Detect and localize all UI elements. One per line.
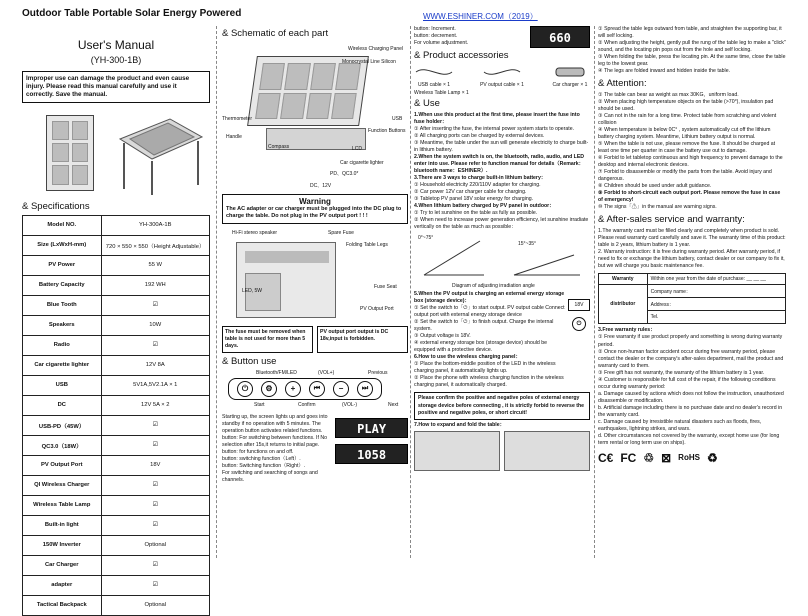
spec-value: 55 W — [101, 255, 209, 275]
spec-label: 150W Inverter — [23, 535, 102, 555]
pv-item: ② Place the phone with wireless charging function in the wireless charging panel, it automatically charged. — [414, 375, 564, 389]
use-item: ③ Tabletop PV panel 18V solar energy for charging. — [414, 196, 534, 203]
spec-value: YH-300A-1B — [101, 215, 209, 235]
label-bluetooth: Bluetooth/FM/LED — [256, 369, 297, 376]
volume-up-button[interactable]: + — [285, 381, 301, 397]
accessory-item: USB cable × 1 — [414, 64, 454, 88]
warranty-label: Warranty — [599, 274, 648, 285]
spec-row — [23, 435, 210, 455]
manual-title: User's Manual — [77, 38, 155, 52]
previous-button[interactable]: ⏮ — [309, 381, 325, 397]
pv-item: ④ external energy storage box (storage device) should be equipped with a protective device. — [414, 340, 547, 354]
schematic-heading: & Schematic of each part — [222, 28, 329, 39]
attention-item: ⑦ Forbid to disassemble or modify the parts from the table. Avoid injury and dangerous. — [598, 169, 772, 183]
column-attention — [598, 26, 786, 561]
volume-down-button[interactable]: − — [333, 381, 349, 397]
spec-label: Radio — [23, 335, 102, 355]
use-item: 2.When the system switch is on, the bluetooth, radio, audio, and LED enter into use. Please refer to function manual for details（Remark：bluetooth name：ESHINER）. — [414, 154, 585, 175]
document-title: Outdoor Table Portable Solar Energy Powered — [22, 8, 242, 19]
warning-box — [222, 194, 408, 224]
label-compass: Compass — [268, 144, 290, 150]
fold-steps — [598, 26, 786, 75]
function-button[interactable]: ⚙ — [261, 381, 277, 397]
volume-notes-row — [414, 26, 590, 48]
website-link[interactable]: WWW.ESHINER.COM（2019） — [423, 12, 538, 21]
instruction-item: Starting up, the screen lights up and goes into standby if no operation with 5 minutes. The operation button activates related functions. — [222, 413, 328, 434]
spec-row — [23, 235, 210, 255]
attention-item: ⑩ The signs「⚠」in the manual are warning signs. — [598, 204, 717, 211]
use-item: ① Try to let sunshine on the table as fully as possible. — [414, 210, 538, 217]
instruction-item: For switching and searching of songs and channels. — [222, 470, 318, 484]
warranty-rule: b. Artificial damage including there is no purchase date and no dealer's record in the warranty card. — [598, 404, 783, 418]
spec-value: Optional — [101, 535, 209, 555]
attention-item: ⑥ Forbid to let tabletop continuous and high frequency to prevent damage to the desktop and internal electronic devices. — [598, 155, 783, 169]
attention-item: ① The table can bear as weight as max 30KG，uniform load. — [598, 92, 739, 99]
use-item: ③ Meantime, the table under the sun will generate electricity to charge built-in lithium battery. — [414, 140, 589, 154]
pv-item: 6.How to use the wireless charging panel： — [414, 354, 521, 361]
spec-label: QI Wireless Charger — [23, 475, 102, 495]
spec-row — [23, 375, 210, 395]
use-list — [414, 112, 590, 231]
rohs-mark-icon: RoHS — [678, 453, 700, 463]
divider — [216, 26, 217, 558]
warranty-rule: a. Damage caused by actions which does not follow the instruction, unauthorized disassemble or modification. — [598, 390, 784, 404]
accessories-heading: & Product accessories — [414, 50, 509, 61]
label-thermometer: Thermometer — [222, 116, 253, 122]
attention-item: ③ Can not in the rain for a long time. Protect table from scratching and violent collision — [598, 113, 777, 127]
label-pd: PD、QC3.0* — [330, 171, 359, 177]
label-lcd: LCD — [352, 146, 363, 152]
use-heading: & Use — [414, 98, 440, 109]
notes-row — [222, 326, 408, 353]
polarity-warning: Please confirm the positive and negative poles of external energy storage device before connecting , it is strictly forbid to reverse the positive and negative poles, or short circuit! — [414, 392, 590, 419]
spec-value: ☑ — [101, 495, 209, 515]
spec-row — [23, 415, 210, 435]
free-warranty-list — [598, 334, 786, 446]
note-increment: button: Increment. — [414, 26, 456, 32]
spec-value: ☑ — [101, 335, 209, 355]
spec-row — [23, 455, 210, 475]
fold-step: ④ The legs are folded inward and hidden inside the table. — [598, 68, 731, 75]
label-speaker: Hi-Fi stereo speaker — [232, 229, 278, 236]
lcd-display-volume: 660 — [530, 26, 590, 48]
warranty-rule: c. Damage caused by irresistible natural disasters such as floods, fires, earthquakes, lightning strikes, and wars. — [598, 418, 762, 432]
spec-value: 10W — [101, 315, 209, 335]
spec-value: 720 × 550 × 550（Height Adjustable） — [101, 235, 209, 255]
label-mono-silicon: Monocrystal Line Silicon — [342, 59, 396, 65]
spec-label: Speakers — [23, 315, 102, 335]
label-confirm: Confirm — [298, 401, 316, 408]
spec-row — [23, 495, 210, 515]
company-name-field: Company name： — [647, 285, 785, 298]
fold-images — [414, 431, 590, 471]
label-start: Start — [254, 401, 265, 408]
spec-value: ☑ — [101, 555, 209, 575]
spec-value: 18V — [101, 455, 209, 475]
column-use — [414, 26, 590, 561]
aftersales-item: 1.The warranty card must be filled clearly and completely when product is sold. Please read warranty card carefully and save it. The warranty time of this product: table is 2 years, lithium battery is 1 year. — [598, 228, 786, 249]
label-next: Next — [388, 401, 399, 408]
angle-illustration — [414, 231, 590, 283]
spec-row — [23, 535, 210, 555]
label-vol-minus: (VOL-) — [342, 401, 357, 408]
spec-value: 192 WH — [101, 275, 209, 295]
accessory-list — [414, 64, 590, 88]
spec-value: ☑ — [101, 575, 209, 595]
spec-label: Size (LxWxH-mm) — [23, 235, 102, 255]
spec-row — [23, 215, 210, 235]
car-charger-icon — [550, 64, 590, 80]
open-table-image — [110, 111, 206, 197]
fold-step-image — [414, 431, 500, 471]
aftersales-heading: & After-sales service and warranty: — [598, 214, 745, 226]
fold-step: ② When adjusting the height, gently pull the rung of the table leg to make a "click" sound, and the locating pin pops out from the hole and self locking. — [598, 40, 786, 54]
use-item: 1.When use this product at the first time, please insert the fuse into fuse holder： — [414, 112, 580, 126]
usb-cable-icon — [414, 64, 454, 80]
accessory-lamp: Wireless Table Lamp × 1 — [414, 90, 469, 96]
warning-text: The AC adapter or car charger must be plugged into the DC plug to charge the table. Do not plug in the PV output port ! ! ! — [226, 206, 402, 220]
aftersales-list — [598, 228, 786, 270]
underside-diagram — [222, 228, 408, 324]
use-item: ② All charging ports can be charged by external devices. — [414, 133, 545, 140]
attention-item: ⑨ Forbid to short-circuit each output port. Please remove the fuse in case of emergency! — [598, 190, 781, 204]
spec-row — [23, 395, 210, 415]
lcd-examples — [335, 414, 408, 484]
angle-diagram — [414, 231, 590, 291]
intro-warning: Improper use can damage the product and even cause injury. Please read this manual carefully and use it correctly. Save the manual. — [22, 71, 210, 103]
warranty-rule: ② Once non-human factor accident occur during free warranty period, please contact the dealer or the company's after-sales department, mail the product and warranty card to them. — [598, 348, 784, 369]
schematic-diagram — [222, 42, 408, 190]
accessory-item: Car charger × 1 — [550, 64, 590, 88]
table-underside-image — [236, 242, 336, 318]
free-warranty-heading: 3.Free warranty rules： — [598, 327, 656, 334]
pv-item: ① Place the bottom-middle position of the LED in the wireless charging panel, it automatically lights up. — [414, 361, 556, 375]
attention-item: ④ When temperature is below 0C° , system automatically cut off the lithium battery charging system. Meantime, Lithium battery output is normal. — [598, 127, 771, 141]
note-decrement: button: decrement. — [414, 33, 458, 40]
spec-row — [23, 275, 210, 295]
label-led: LED, 5W — [242, 287, 263, 294]
spec-label: Blue Tooth — [23, 295, 102, 315]
power-button[interactable]: ⏻ — [237, 381, 253, 397]
spec-row — [23, 315, 210, 335]
fold-heading: 7.How to expand and fold the table： — [414, 421, 505, 428]
lcd-display-play: PLAY — [335, 418, 408, 438]
accessory-item: PV output cable × 1 — [480, 64, 524, 88]
label-previous: Previous — [368, 369, 388, 376]
spec-label: USB — [23, 375, 102, 395]
spec-row — [23, 355, 210, 375]
pv-cable-icon — [482, 64, 522, 80]
divider — [410, 26, 411, 558]
label-dc: DC、12V — [310, 183, 332, 189]
spec-value: Optional — [101, 595, 209, 615]
spec-value: ☑ — [101, 475, 209, 495]
pv-note: PV output port output is DC 18v,input is forbidden. — [317, 326, 408, 353]
divider — [594, 26, 595, 558]
attention-list — [598, 92, 786, 211]
label-fuse-seat: Fuse Seat — [374, 283, 397, 290]
pv-list — [414, 291, 565, 389]
distributor-label: distributor — [599, 285, 648, 324]
spec-value: ☑ — [101, 295, 209, 315]
spec-row — [23, 335, 210, 355]
spec-label: Wireless Table Lamp — [23, 495, 102, 515]
spec-value: 12V 8A — [101, 355, 209, 375]
spec-row — [23, 515, 210, 535]
label-spare-fuse: Spare Fuse — [328, 229, 354, 236]
column-manual — [22, 26, 210, 609]
instruction-list — [222, 414, 331, 484]
warranty-rule: d. Other circumstances not covered by the warranty, except home use (for long term rental or long term use on ships). — [598, 432, 780, 446]
next-button[interactable]: ⏭ — [357, 381, 373, 397]
table-illustration — [22, 107, 210, 199]
volume-notes — [414, 26, 526, 48]
spec-value: ☑ — [101, 515, 209, 535]
warranty-rule: ① Free warranty if use product properly and something is wrong during warranty period. — [598, 334, 783, 348]
label-function-buttons: Function Buttons — [368, 128, 406, 134]
spec-row — [23, 295, 210, 315]
warranty-text: Within one year from the date of purchase: __ __ __ — [647, 274, 785, 285]
instructions-row — [222, 414, 408, 484]
label-wireless-panel: Wireless Charging Panel — [348, 46, 404, 52]
angle-label-a: 0°~75° — [418, 235, 434, 242]
lcd-display-time: 1058 — [335, 444, 408, 464]
label-car-lighter: Car cigarette lighter — [340, 160, 384, 166]
spec-label: Built-in light — [23, 515, 102, 535]
spec-label: Tactical Backpack — [23, 595, 102, 615]
instruction-item: button: Switching function（Right）. — [222, 463, 306, 469]
pv-item: ③ Output voltage is 18V. — [414, 333, 471, 340]
spec-value: 5V1A,5V2.1A × 1 — [101, 375, 209, 395]
fold-step-image — [504, 431, 590, 471]
use-item: ① After inserting the fuse, the internal power system starts to operate. — [414, 126, 575, 133]
attention-item: ② When placing high temperature objects on the table (>70°), insulation pad should be used. — [598, 99, 774, 113]
spec-row — [23, 575, 210, 595]
tel-field: Tel. — [647, 311, 785, 324]
spec-row — [23, 595, 210, 615]
instruction-item: button: switching function（Left）. — [222, 455, 301, 462]
column-schematic — [222, 26, 408, 561]
spec-table — [22, 215, 210, 616]
spec-label: PV Output Port — [23, 455, 102, 475]
recycle-icon: ♲ — [643, 450, 655, 465]
spec-value: 12V 5A × 2 — [101, 395, 209, 415]
button-diagram — [222, 370, 408, 412]
pv-item: ① Set the switch to「⏻」to start output. PV output cable Connect output port with external energy storage device — [414, 305, 565, 319]
pv-switch-icon: ⏻ — [572, 317, 586, 331]
pv-item: 5.When the PV output is charging an external energy storage box (storage device)： — [414, 291, 565, 305]
spec-value: ☑ — [101, 435, 209, 455]
label-pv-output: PV Output Port — [360, 305, 394, 312]
pv-port-diagram — [568, 291, 590, 389]
spec-label: Model NO. — [23, 215, 102, 235]
use-item: ① Household electricity 220/110V adapter for charging. — [414, 182, 541, 189]
warranty-rule: ③ Free gift has not warranty, the warranty of the lithium battery is 1 year. — [598, 369, 765, 376]
folded-table-image — [46, 115, 94, 191]
use-item: 3.There are 3 ways to charge built-in lithium battery： — [414, 175, 547, 182]
weee-bin-icon: ⊠ — [661, 450, 672, 465]
label-handle: Handle — [226, 134, 242, 140]
instruction-item: button: For switching between functions. If No selection after 15s,it returns to initial page. — [222, 434, 327, 448]
recyclable-icon: ♻ — [706, 450, 718, 465]
attention-heading: & Attention: — [598, 78, 647, 90]
angle-caption: Diagram of adjusting irradiation angle — [452, 283, 535, 290]
instruction-item: button: for functions on and off. — [222, 448, 294, 455]
spec-row — [23, 555, 210, 575]
spec-label: Car cigarette lighter — [23, 355, 102, 375]
warning-title: Warning — [299, 197, 331, 206]
fcc-mark-icon: FC — [620, 450, 637, 465]
attention-item: ⑧ Children should be used under adult guidance. — [598, 183, 712, 190]
spec-row — [23, 255, 210, 275]
ce-mark-icon: C€ — [598, 450, 614, 465]
spec-label: Car Charger — [23, 555, 102, 575]
aftersales-item: 2. Warranty instruction: it is free during warranty period. After warranty period, if need to fix or exchange the lithium battery, contact dealer or our company to fix it, but we will charge you basic maintenance fee. — [598, 249, 785, 270]
use-item: ② When need to increase power generation efficiency, let sunshine irradiate vertically on the table as much as possible： — [414, 217, 589, 231]
voltage-label: 18V — [568, 299, 590, 311]
spec-label: QC3.0（18W） — [23, 435, 102, 455]
button-use-heading: & Button use — [222, 355, 277, 367]
spec-row — [23, 475, 210, 495]
pv-output-section — [414, 291, 590, 389]
attention-item: ⑤ When the table is not use, please remove the fuse. It should be charged at least one time per quarter in case the battery use out to damage. — [598, 141, 776, 155]
spec-value: ☑ — [101, 415, 209, 435]
label-usb: USB — [392, 116, 403, 122]
pv-item: ② Set the switch to「⏻」to finish output. Charge the internal system. — [414, 319, 554, 333]
solar-panel-image — [247, 56, 369, 126]
model-number: (YH-300-1B) — [90, 55, 142, 65]
angle-label-b: 15°~35° — [518, 241, 537, 248]
use-item: 4.When lithium battery charged by PV panel in outdoor： — [414, 203, 555, 210]
fuse-note: The fuse must be removed when table is not used for more than 5 days. — [222, 326, 313, 353]
note-volume: For volume adjustment. — [414, 40, 469, 47]
spec-label: Battery Capacity — [23, 275, 102, 295]
label-vol-plus: (VOL+) — [318, 369, 335, 376]
warranty-rule: ④ Customer is responsible for full cost of the repair, if the following conditions occur during warranty period: — [598, 376, 776, 390]
warranty-table — [598, 273, 786, 324]
fold-step: ① Spread the table legs outward from table, and straighten the supporting bar, it will self locking. — [598, 26, 782, 40]
label-folding-legs: Folding Table Legs — [346, 241, 388, 248]
spec-label: USB-PD（45W） — [23, 415, 102, 435]
specifications-heading: & Specifications — [22, 200, 90, 212]
fold-step: ③ When folding the table, press the locating pin. At the same time, close the table leg to the lowest gear. — [598, 54, 786, 68]
certification-marks — [598, 451, 786, 465]
use-item: ② Car power 12V car charger cable for charging. — [414, 189, 527, 196]
address-field: Address： — [647, 298, 785, 311]
button-strip — [228, 378, 382, 400]
spec-label: DC — [23, 395, 102, 415]
spec-label: PV Power — [23, 255, 102, 275]
spec-label: adapter — [23, 575, 102, 595]
